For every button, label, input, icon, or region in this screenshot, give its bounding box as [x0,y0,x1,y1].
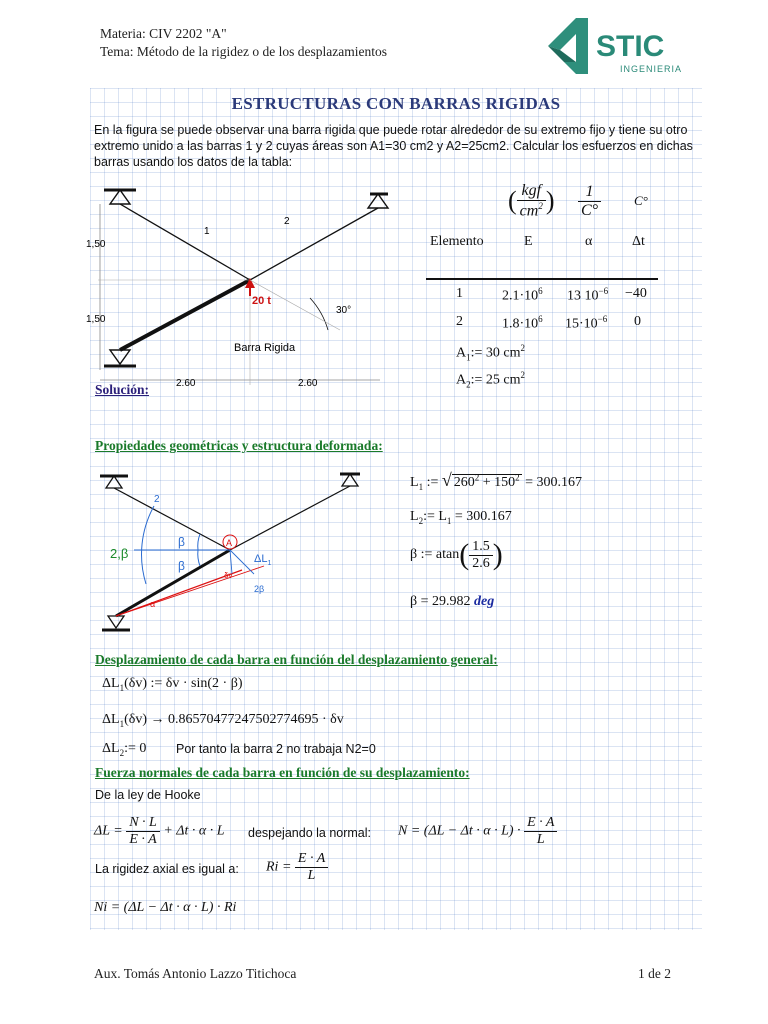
footer-author: Aux. Tomás Antonio Lazzo Titichoca [94,966,297,981]
fig2-beta2: β [178,559,185,573]
row1-e: $2.1\cdot 10^6$ [502,286,543,304]
rigid-bar-label: Barra Rigida [234,342,296,354]
col-elemento: Elemento [430,234,484,249]
area-2: $A_2:= 25$ $cm^2$ [456,370,526,390]
l2-equation: $L_2:= L_1 = 300.167$ [410,509,512,526]
normal-equation: N = (ΔL − Δt · α · L) · $\frac{E \cdot A}{L}$ [398,815,557,848]
rigidity-label: La rigidez axial es igual a: [95,862,239,876]
unit-alpha: $\frac{1}{C^\circ}$ [578,183,601,220]
solution-heading: Solución: [95,382,150,397]
despejando-label: despejando la normal: [248,826,371,840]
col-dt: Δt [632,234,645,249]
dl1-definition: $\Delta L_1(\delta v)$ := δv · sin(2 · β) [102,676,243,693]
angle-label: 30° [336,305,352,316]
l1-equation: $L_1$ := √ $260^2 + 150^2 = 300.167$ [410,470,583,492]
logo-subtext: INGENIERIA [620,64,683,74]
fig2-dv: δv [224,571,233,580]
row1-el: 1 [456,286,463,301]
subject-line: Materia: CIV 2202 "A" [100,26,227,41]
rigid-bar [120,280,250,350]
dim-v1: 1,50 [86,239,106,250]
dl1-result: $\Delta L_1(\delta v) \to 0.86570477247502774695 \cdot \delta v$ [102,712,344,729]
rigidity-equation: Ri = $\frac{E \cdot A}{L}$ [266,851,328,884]
bar-2 [250,208,378,280]
col-e: E [524,234,533,249]
hooke-equation: ΔL = $\frac{N \cdot L}{E \cdot A}$ + Δt · α · L [94,815,225,847]
row2-alpha: $15\cdot 10^{-6}$ [565,314,608,332]
table-rule [426,278,658,280]
fig2-2beta-small: 2β [254,584,265,594]
dl2-definition: $\Delta L_2:= 0$ [102,741,147,758]
load-label: 20 t [252,295,271,307]
fig2-beta1: β [178,535,185,549]
bar-1-label: 1 [204,226,210,237]
row2-el: 2 [456,314,463,329]
dim-h2: 2.60 [298,378,318,389]
row1-alpha: 13 $10^{-6}$ [567,286,609,304]
hooke-label: De la ley de Hooke [95,788,201,802]
stic-logo [540,12,690,80]
row1-dt: −40 [625,286,647,301]
dim-h1: 2.60 [176,378,196,389]
row2-e: $1.8\cdot 10^6$ [502,314,543,332]
beta-equation: β := atan( $\frac{1.5}{2.6}$ ) [410,538,503,571]
unit-dt: C° [634,193,648,208]
fig2-2beta: 2,β [110,546,129,561]
support-top-left [104,190,136,204]
section-normal-forces: Fuerza normales de cada barra en función de su desplazamiento: [95,765,470,780]
row2-dt: 0 [634,314,641,329]
deformed-structure-figure [94,466,374,646]
logo-text: STIC [596,30,665,63]
topic-line: Tema: Método de la rigidez o de los desplazamientos [100,44,387,59]
unit-e: ( $\frac{\text{kgf}}{cm^2}$ ) [508,182,555,220]
bar2-note: Por tanto la barra 2 no trabaja N2=0 [176,742,376,756]
ni-equation: Ni = (ΔL − Δt · α · L) · Ri [94,900,237,915]
bar-2-label: 2 [284,216,290,227]
beta-result: β = 29.982 deg [410,594,495,609]
page-number: 1 de 2 [638,966,671,981]
section-displacement: Desplazamiento de cada barra en función del desplazamiento general: [95,652,498,667]
dim-v2: 1,50 [86,314,106,325]
support-bottom-left [104,350,136,366]
fig2-point-a: A [226,538,233,548]
section-geometry: Propiedades geométricas y estructura deformada: [95,438,383,453]
fig2-alpha: α [150,599,156,609]
structure-figure [86,180,390,390]
bar-1 [120,204,250,280]
problem-statement: En la figura se puede observar una barra rigida que puede rotar alrededor de su extremo fijo y tiene su otro extremo unido a las barras 1 y 2 cuyas áreas son A1=30 cm2 y A2=25cm2. Calcular los esfuerzos en dichas barras usando los datos de la tabla: [94,123,693,169]
area-1: $A_1:= 30$ $cm^2$ [456,343,526,363]
fig2-bar2: 2 [154,494,160,505]
col-alpha: α [585,234,593,249]
fig2-dl1: $\Delta L_1$ [254,553,272,567]
support-top-right [368,194,388,208]
page-title: ESTRUCTURAS CON BARRAS RIGIDAS [231,94,561,113]
